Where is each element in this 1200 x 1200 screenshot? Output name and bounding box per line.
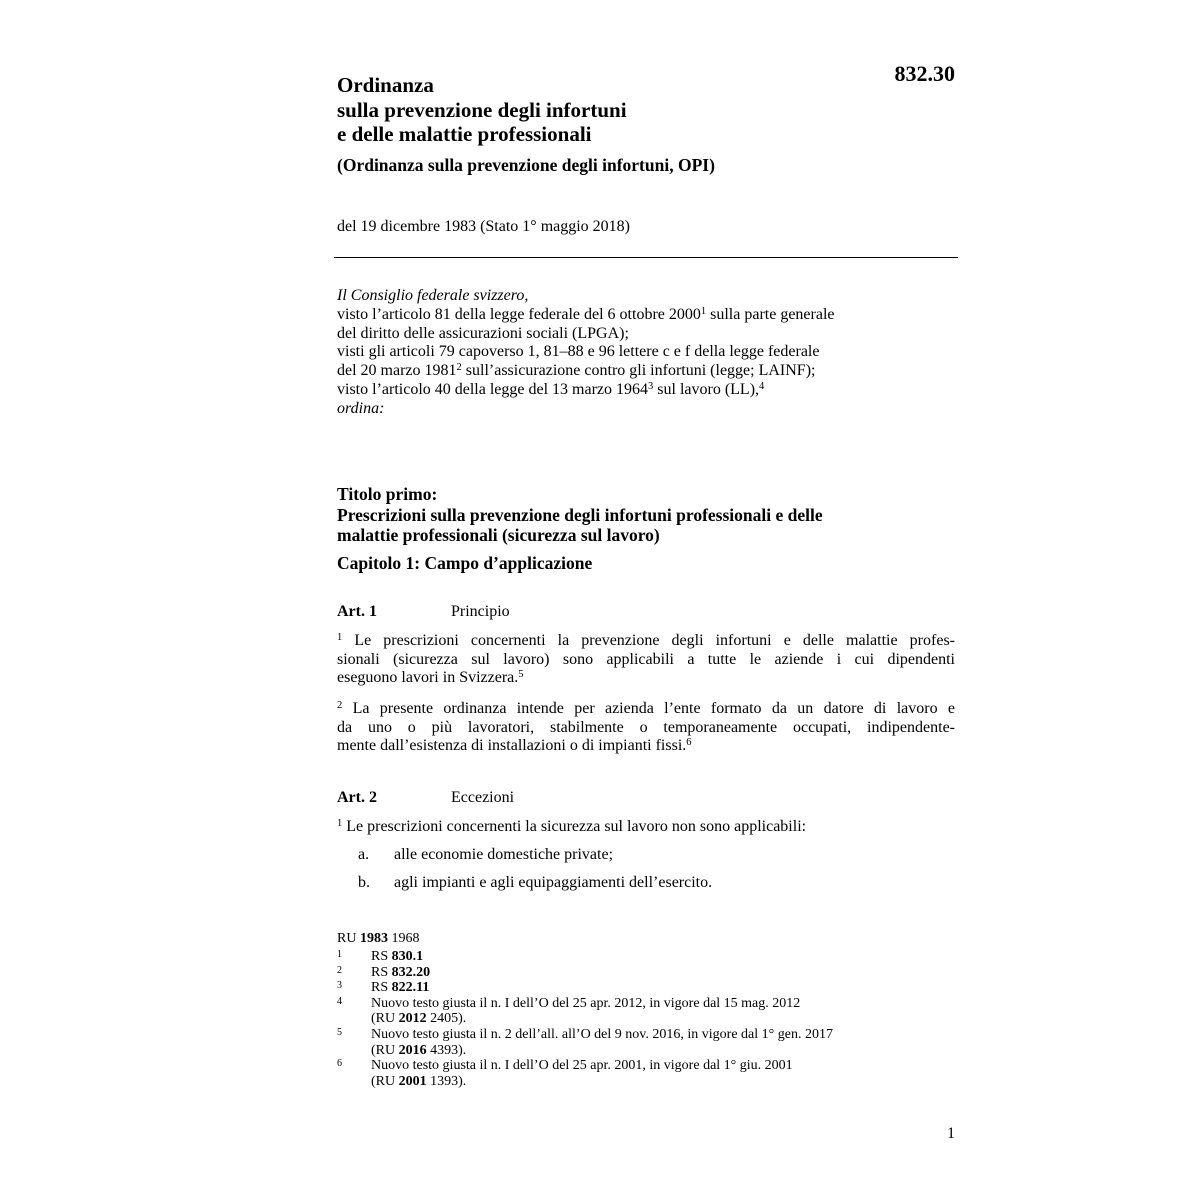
titolo-heading: [337, 484, 957, 546]
preamble-line-4: [337, 362, 937, 381]
footnote-1: [337, 949, 957, 965]
ru-prefix: RU: [337, 931, 360, 946]
ru-reference: [337, 930, 419, 948]
sr-number: 832.30: [894, 61, 955, 86]
footnote-4: [337, 996, 957, 1027]
preamble-line-5-rest: sul lavoro (LL),: [653, 380, 760, 398]
footnote-rs: 830.1: [391, 949, 424, 964]
footnote-number: 5: [337, 1026, 342, 1038]
art1-paragraph-1: [337, 632, 955, 688]
date-line: del 19 dicembre 1983 (Stato 1° maggio 2018): [337, 218, 631, 235]
footnote-text: Nuovo testo giusta il n. I dell’O del 25 apr. 2001, in vigore dal 1° giu. 2001: [371, 1058, 793, 1074]
art1-p2-line-3: [337, 737, 955, 756]
preamble-line-3: visti gli articoli 79 capoverso 1, 81–88 e 96 lettere c e f della legge federale: [337, 343, 820, 361]
header-divider: [334, 257, 958, 258]
art1-p1-line-3: [337, 669, 955, 688]
footnote-prefix: RS: [371, 980, 392, 996]
footnote-number: 1: [337, 949, 342, 960]
title-line-2: sulla prevenzione degli infortuni: [337, 97, 627, 122]
footnote-number: 4: [337, 995, 342, 1007]
preamble-line-5: [337, 381, 937, 400]
art1-paragraph-2: [337, 700, 955, 756]
ru-page: 1968: [387, 931, 420, 946]
art1-p2-line-3-text: mente dall’esistenza di installazioni o di impianti fissi.: [337, 737, 687, 755]
preamble-line-1-rest: sulla parte generale: [706, 305, 835, 323]
footnote-number: 3: [337, 980, 342, 992]
paragraph-number: 2: [337, 700, 343, 711]
preamble-ordina: ordina:: [337, 399, 385, 417]
preamble: [337, 287, 937, 419]
preamble-line-5-text: visto l’articolo 40 della legge del 13 marzo 1964: [337, 380, 649, 398]
footnote-ru-rest: 2405).: [426, 1011, 467, 1027]
art1-heading: [337, 602, 510, 622]
art1-p1-line-3-text: eseguono lavori in Svizzera.: [337, 669, 519, 687]
preamble-line-1: [337, 306, 937, 325]
footnote-number: 6: [337, 1058, 342, 1070]
footnote-5: [337, 1027, 957, 1058]
titolo-line-1: Prescrizioni sulla prevenzione degli infortuni professionali e delle: [337, 504, 823, 525]
ru-year: 1983: [359, 931, 388, 946]
art2-heading: [337, 788, 514, 808]
footnote-ru-year: 2012: [398, 1011, 427, 1027]
footnote-ru-rest: 4393).: [426, 1042, 467, 1058]
document-title: [337, 73, 857, 147]
paragraph-number: 1: [337, 818, 343, 829]
art2-title: Eccezioni: [451, 789, 515, 806]
title-line-1: Ordinanza: [337, 73, 434, 97]
footnote-rs: 822.11: [391, 980, 430, 996]
footnote-ref-1: 1: [700, 305, 707, 317]
footnote-ref-6: 6: [686, 737, 692, 749]
footnote-3: [337, 980, 957, 996]
list-item-text: alle economie domestiche private;: [394, 846, 614, 863]
preamble-line-1-text: visto l’articolo 81 della legge federale del 6 ottobre 2000: [337, 305, 701, 323]
footnote-ref-3: 3: [648, 380, 654, 392]
footnote-text: Nuovo testo giusta il n. I dell’O del 25 apr. 2012, in vigore dal 15 mag. 2012: [371, 995, 801, 1011]
footnote-ru-year: 2001: [398, 1073, 427, 1089]
list-item-letter: b.: [358, 874, 370, 891]
list-item: [337, 873, 712, 893]
document-subtitle: (Ordinanza sulla prevenzione degli infortuni, OPI): [337, 155, 715, 175]
footnote-6: [337, 1058, 957, 1089]
footnote-ru-year: 2016: [398, 1042, 427, 1058]
art1-p1-line-2: sionali (sicurezza sul lavoro) sono applicabili a tutte le aziende i cui dipendenti: [337, 650, 955, 668]
footnote-text: Nuovo testo giusta il n. 2 dell’all. all’O del 9 nov. 2016, in vigore dal 1° gen. 2017: [371, 1026, 833, 1042]
paragraph-number: 1: [337, 632, 343, 643]
footnote-rs: 832.20: [391, 964, 431, 980]
title-line-3: e delle malattie professionali: [337, 122, 592, 146]
art1-p1-line-1-text: Le prescrizioni concernenti la prevenzione degli infortuni e delle malattie profes-: [342, 632, 955, 649]
footnote-ref-5: 5: [518, 669, 524, 681]
capitolo-heading: Capitolo 1: Campo d’applicazione: [337, 553, 593, 573]
art1-p2-line-2: da uno o più lavoratori, stabilmente o temporaneamente occupati, indipendente-: [337, 718, 955, 736]
footnote-ref-4: 4: [759, 380, 765, 392]
footnote-ru-prefix: (RU: [371, 1011, 399, 1027]
footnote-ru: [371, 1011, 957, 1027]
footnote-ru-prefix: (RU: [371, 1042, 399, 1058]
art2-paragraph-1: [337, 818, 955, 837]
footnote-ru-prefix: (RU: [371, 1073, 399, 1089]
footnote-ru: [371, 1074, 957, 1090]
footnote-number: 2: [337, 964, 342, 976]
footnote-ru-rest: 1393).: [426, 1073, 467, 1089]
footnote-prefix: RS: [371, 964, 392, 980]
footnote-prefix: RS: [371, 949, 392, 964]
list-item: [337, 845, 613, 865]
preamble-authority: Il Consiglio federale svizzero,: [337, 287, 529, 304]
footnotes: [337, 949, 957, 1089]
art1-p1-line-1: [337, 632, 955, 651]
art1-p2-line-1: [337, 700, 955, 719]
preamble-line-4-rest: sull’assicurazione contro gli infortuni (legge; LAINF);: [461, 362, 816, 380]
art2-p1-line: [337, 818, 955, 837]
footnote-ref-2: 2: [456, 362, 462, 374]
page-number: 1: [947, 1125, 955, 1142]
preamble-line-2: del diritto delle assicurazioni sociali (LPGA);: [337, 324, 629, 342]
footnote-2: [337, 965, 957, 981]
titolo-line-2: malattie professionali (sicurezza sul lavoro): [337, 525, 660, 545]
preamble-line-4-text: del 20 marzo 1981: [337, 362, 457, 380]
list-item-letter: a.: [358, 846, 370, 863]
art2-p1-text: Le prescrizioni concernenti la sicurezza sul lavoro non sono applicabili:: [342, 818, 807, 835]
titolo-label: Titolo primo:: [337, 484, 438, 504]
list-item-text: agli impianti e agli equipaggiamenti dell’esercito.: [394, 874, 713, 891]
art2-number: Art. 2: [337, 789, 377, 806]
art1-p2-line-1-text: La presente ordinanza intende per azienda l’ente formato da un datore di lavoro e: [342, 700, 955, 717]
footnote-ru: [371, 1043, 957, 1059]
art1-number: Art. 1: [337, 603, 377, 620]
art1-title: Principio: [451, 603, 510, 620]
